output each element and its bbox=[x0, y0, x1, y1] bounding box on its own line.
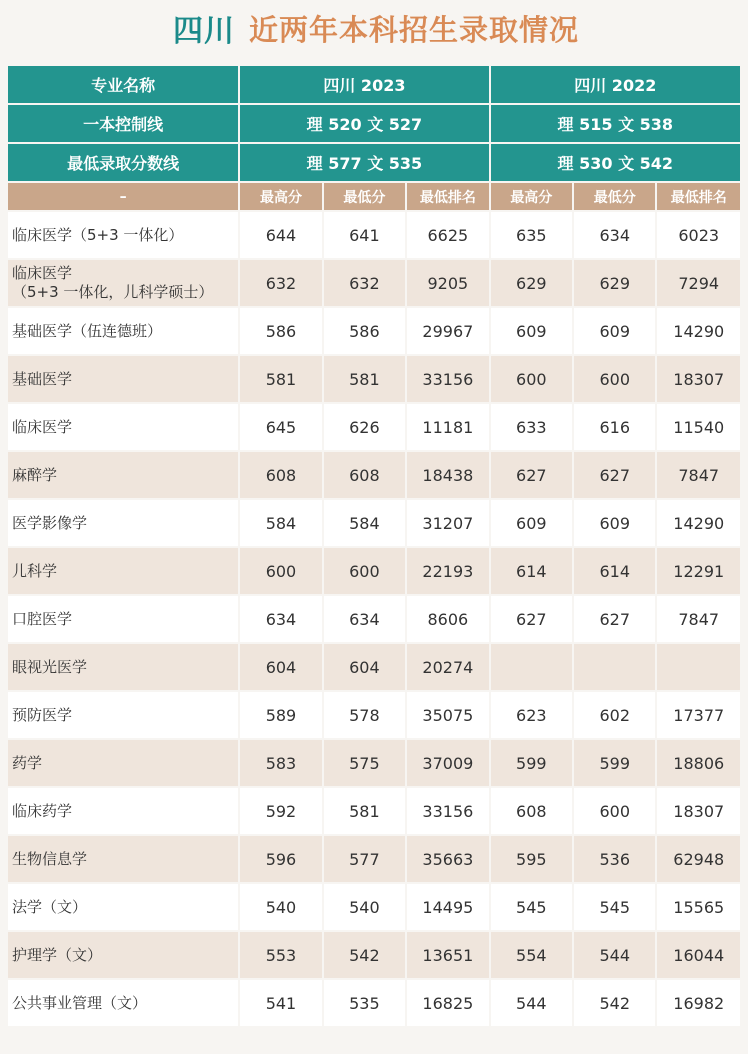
control-label: 一本控制线 bbox=[8, 105, 238, 142]
min-score-2022: 600 bbox=[574, 788, 655, 834]
major-name: 儿科学 bbox=[8, 548, 238, 594]
min-score-2023: 581 bbox=[324, 356, 405, 402]
col-min-2023: 最低分 bbox=[324, 183, 405, 210]
max-score-2022: 600 bbox=[491, 356, 572, 402]
major-name: 医学影像学 bbox=[8, 500, 238, 546]
major-name: 预防医学 bbox=[8, 692, 238, 738]
table-row bbox=[8, 788, 740, 834]
max-score-2022: 629 bbox=[491, 260, 572, 306]
max-score-2023: 592 bbox=[240, 788, 321, 834]
title-highlight: 四川 bbox=[169, 6, 239, 50]
min-score-2022: 609 bbox=[574, 308, 655, 354]
table-row bbox=[8, 308, 740, 354]
min-score-2022 bbox=[574, 644, 655, 690]
max-score-2022: 599 bbox=[491, 740, 572, 786]
max-score-2022: 545 bbox=[491, 884, 572, 930]
table-row bbox=[8, 404, 740, 450]
table-row bbox=[8, 692, 740, 738]
min-score-2023: 540 bbox=[324, 884, 405, 930]
max-score-2023: 586 bbox=[240, 308, 321, 354]
max-score-2022: 595 bbox=[491, 836, 572, 882]
col-min-2022: 最低分 bbox=[574, 183, 655, 210]
min-rank-2022: 7294 bbox=[657, 260, 740, 306]
min-rank-2023: 20274 bbox=[407, 644, 488, 690]
major-name: 麻醉学 bbox=[8, 452, 238, 498]
min-rank-2023: 35663 bbox=[407, 836, 488, 882]
table-row bbox=[8, 596, 740, 642]
min-score-2023: 575 bbox=[324, 740, 405, 786]
major-name: 公共事业管理（文） bbox=[8, 980, 238, 1026]
min-rank-2023: 16825 bbox=[407, 980, 488, 1026]
max-score-2022: 627 bbox=[491, 596, 572, 642]
max-score-2023: 581 bbox=[240, 356, 321, 402]
table-row bbox=[8, 836, 740, 882]
min-rank-2023: 33156 bbox=[407, 788, 488, 834]
max-score-2023: 645 bbox=[240, 404, 321, 450]
table-row bbox=[8, 452, 740, 498]
min-rank-2023: 35075 bbox=[407, 692, 488, 738]
min-rank-2022: 17377 bbox=[657, 692, 740, 738]
min-rank-2022: 12291 bbox=[657, 548, 740, 594]
min-score-2022: 629 bbox=[574, 260, 655, 306]
min-rank-2023: 8606 bbox=[407, 596, 488, 642]
major-name: 生物信息学 bbox=[8, 836, 238, 882]
max-score-2023: 600 bbox=[240, 548, 321, 594]
control-2023: 理 520 文 527 bbox=[240, 105, 488, 142]
major-name: 药学 bbox=[8, 740, 238, 786]
table-row bbox=[8, 740, 740, 786]
min-score-2023: 578 bbox=[324, 692, 405, 738]
min-score-2022: 544 bbox=[574, 932, 655, 978]
min-line-2022: 理 530 文 542 bbox=[491, 144, 740, 181]
min-score-2022: 634 bbox=[574, 212, 655, 258]
max-score-2023: 589 bbox=[240, 692, 321, 738]
min-score-2022: 545 bbox=[574, 884, 655, 930]
min-rank-2023: 22193 bbox=[407, 548, 488, 594]
min-rank-2023: 9205 bbox=[407, 260, 488, 306]
min-score-2023: 604 bbox=[324, 644, 405, 690]
title-main: 近两年本科招生录取情况 bbox=[248, 12, 579, 47]
min-line-2023: 理 577 文 535 bbox=[240, 144, 488, 181]
col-max-2023: 最高分 bbox=[240, 183, 321, 210]
min-rank-2022: 14290 bbox=[657, 308, 740, 354]
major-name: 法学（文） bbox=[8, 884, 238, 930]
major-name: 临床医学（5+3 一体化） bbox=[8, 212, 238, 258]
min-score-2023: 581 bbox=[324, 788, 405, 834]
min-score-2023: 634 bbox=[324, 596, 405, 642]
max-score-2022: 609 bbox=[491, 308, 572, 354]
max-score-2022: 633 bbox=[491, 404, 572, 450]
min-score-2022: 602 bbox=[574, 692, 655, 738]
max-score-2023: 541 bbox=[240, 980, 321, 1026]
min-rank-2023: 11181 bbox=[407, 404, 488, 450]
header-row-control bbox=[8, 105, 740, 142]
max-score-2022: 544 bbox=[491, 980, 572, 1026]
min-score-2023: 586 bbox=[324, 308, 405, 354]
min-rank-2023: 37009 bbox=[407, 740, 488, 786]
min-rank-2022 bbox=[657, 644, 740, 690]
control-2022: 理 515 文 538 bbox=[491, 105, 740, 142]
max-score-2022: 608 bbox=[491, 788, 572, 834]
max-score-2023: 540 bbox=[240, 884, 321, 930]
major-name: 护理学（文） bbox=[8, 932, 238, 978]
min-rank-2022: 11540 bbox=[657, 404, 740, 450]
max-score-2023: 583 bbox=[240, 740, 321, 786]
min-rank-2022: 7847 bbox=[657, 596, 740, 642]
max-score-2022 bbox=[491, 644, 572, 690]
header-row-years bbox=[8, 66, 740, 103]
min-score-2022: 536 bbox=[574, 836, 655, 882]
min-score-2022: 600 bbox=[574, 356, 655, 402]
table-row bbox=[8, 500, 740, 546]
table-row bbox=[8, 980, 740, 1026]
major-name: 临床医学 bbox=[8, 404, 238, 450]
col-rank-2022: 最低排名 bbox=[657, 183, 740, 210]
max-score-2023: 634 bbox=[240, 596, 321, 642]
min-score-2022: 627 bbox=[574, 596, 655, 642]
max-score-2022: 623 bbox=[491, 692, 572, 738]
admission-table bbox=[6, 64, 742, 1028]
major-label: 专业名称 bbox=[8, 66, 238, 103]
min-score-2023: 584 bbox=[324, 500, 405, 546]
dash-cell: – bbox=[8, 183, 238, 210]
min-rank-2022: 18307 bbox=[657, 788, 740, 834]
year-2022-label: 四川 2022 bbox=[491, 66, 740, 103]
max-score-2022: 614 bbox=[491, 548, 572, 594]
min-score-2023: 577 bbox=[324, 836, 405, 882]
min-rank-2023: 31207 bbox=[407, 500, 488, 546]
max-score-2022: 554 bbox=[491, 932, 572, 978]
min-score-2022: 627 bbox=[574, 452, 655, 498]
major-name: 基础医学（伍连德班） bbox=[8, 308, 238, 354]
year-2023-label: 四川 2023 bbox=[240, 66, 488, 103]
max-score-2023: 632 bbox=[240, 260, 321, 306]
min-score-2022: 542 bbox=[574, 980, 655, 1026]
max-score-2023: 596 bbox=[240, 836, 321, 882]
col-rank-2023: 最低排名 bbox=[407, 183, 488, 210]
min-rank-2023: 29967 bbox=[407, 308, 488, 354]
min-line-label: 最低录取分数线 bbox=[8, 144, 238, 181]
table-row bbox=[8, 548, 740, 594]
major-name: 临床医学 （5+3 一体化，儿科学硕士） bbox=[8, 260, 238, 306]
column-header-row bbox=[8, 183, 740, 210]
table-row bbox=[8, 884, 740, 930]
major-name: 眼视光医学 bbox=[8, 644, 238, 690]
min-score-2022: 599 bbox=[574, 740, 655, 786]
min-rank-2022: 18307 bbox=[657, 356, 740, 402]
max-score-2023: 608 bbox=[240, 452, 321, 498]
max-score-2022: 635 bbox=[491, 212, 572, 258]
min-score-2023: 600 bbox=[324, 548, 405, 594]
min-rank-2022: 16044 bbox=[657, 932, 740, 978]
max-score-2023: 584 bbox=[240, 500, 321, 546]
min-rank-2023: 18438 bbox=[407, 452, 488, 498]
major-name: 临床药学 bbox=[8, 788, 238, 834]
max-score-2022: 609 bbox=[491, 500, 572, 546]
min-score-2022: 609 bbox=[574, 500, 655, 546]
table-row bbox=[8, 644, 740, 690]
min-score-2023: 535 bbox=[324, 980, 405, 1026]
min-rank-2022: 62948 bbox=[657, 836, 740, 882]
major-name: 基础医学 bbox=[8, 356, 238, 402]
table-row bbox=[8, 260, 740, 306]
table-row bbox=[8, 932, 740, 978]
min-rank-2022: 16982 bbox=[657, 980, 740, 1026]
table-row bbox=[8, 212, 740, 258]
min-rank-2022: 7847 bbox=[657, 452, 740, 498]
min-score-2023: 542 bbox=[324, 932, 405, 978]
min-rank-2023: 13651 bbox=[407, 932, 488, 978]
col-max-2022: 最高分 bbox=[491, 183, 572, 210]
min-score-2023: 626 bbox=[324, 404, 405, 450]
table-row bbox=[8, 356, 740, 402]
min-score-2023: 641 bbox=[324, 212, 405, 258]
min-score-2023: 632 bbox=[324, 260, 405, 306]
min-rank-2022: 6023 bbox=[657, 212, 740, 258]
min-rank-2022: 18806 bbox=[657, 740, 740, 786]
max-score-2023: 553 bbox=[240, 932, 321, 978]
min-score-2022: 614 bbox=[574, 548, 655, 594]
min-rank-2023: 14495 bbox=[407, 884, 488, 930]
min-rank-2022: 15565 bbox=[657, 884, 740, 930]
major-name: 口腔医学 bbox=[8, 596, 238, 642]
header-row-min-line bbox=[8, 144, 740, 181]
min-rank-2023: 33156 bbox=[407, 356, 488, 402]
page-title bbox=[0, 0, 748, 56]
max-score-2023: 604 bbox=[240, 644, 321, 690]
min-score-2022: 616 bbox=[574, 404, 655, 450]
min-rank-2022: 14290 bbox=[657, 500, 740, 546]
min-score-2023: 608 bbox=[324, 452, 405, 498]
min-rank-2023: 6625 bbox=[407, 212, 488, 258]
max-score-2022: 627 bbox=[491, 452, 572, 498]
max-score-2023: 644 bbox=[240, 212, 321, 258]
